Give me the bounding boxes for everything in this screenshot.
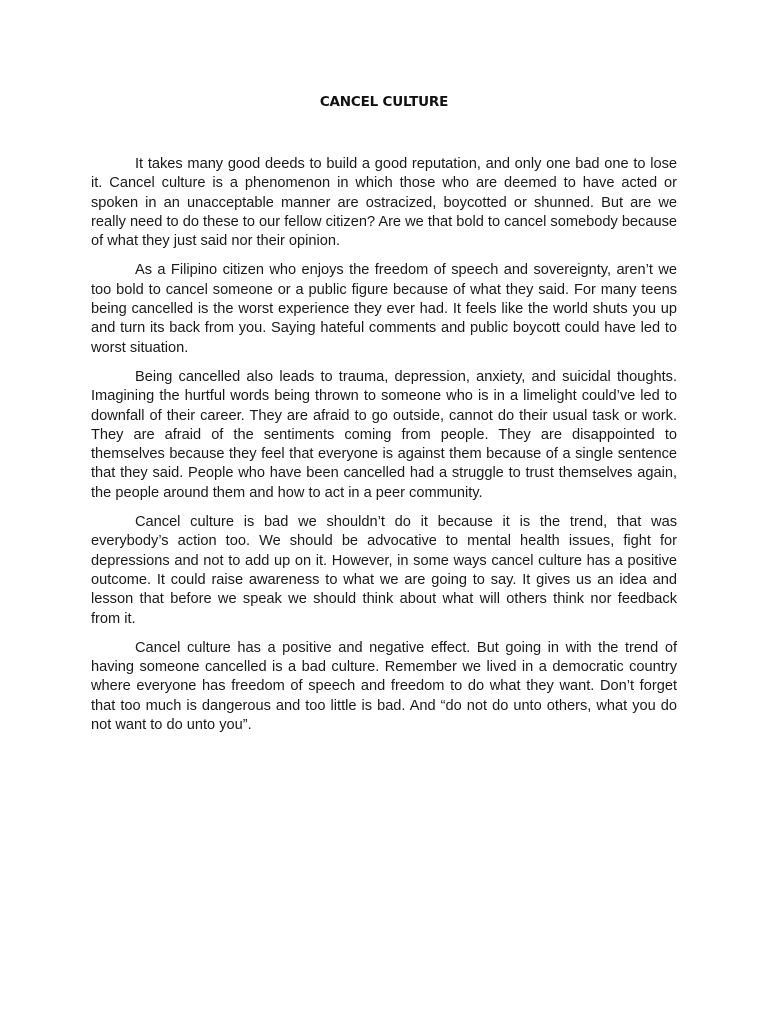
paragraph-2: As a Filipino citizen who enjoys the freedom of speech and sovereignty, aren’t we too bold to cancel someone or a public figure because of what they said. For many teens being cancelled is the worst experience they ever had. It feels like the world shuts you up and turn its back from you. Saying hateful comments and public boycott could have led to worst situation.	[91, 262, 677, 356]
paragraph-4: Cancel culture is bad we shouldn’t do it because it is the trend, that was everybody’s action too. We should be advocative to mental health issues, fight for depressions and not to add up on it. However, in some ways cancel culture has a positive outcome. It could raise awareness to what we are going to say. It gives us an idea and lesson that before we speak we should think about what will others think nor feedback from it.	[91, 514, 677, 627]
document-body	[91, 155, 677, 745]
paragraph-5: Cancel culture has a positive and negative effect. But going in with the trend of having someone cancelled is a bad culture. Remember we lived in a democratic country where everyone has freedom of speech and freedom to do what they want. Don’t forget that too much is dangerous and too little is bad. And “do not do unto others, what you do not want to do unto you”.	[91, 639, 677, 734]
document-title: CANCEL CULTURE	[319, 94, 449, 110]
paragraph-1: It takes many good deeds to build a good reputation, and only one bad one to lose it. Cancel culture is a phenomenon in which those who are deemed to have acted or spoken in an unacceptable manner are ostracized, boycotted or shunned. But are we really need to do these to our fellow citizen? Are we that bold to cancel somebody because of what they just said nor their opinion.	[91, 156, 677, 250]
paragraph-3: Being cancelled also leads to trauma, depression, anxiety, and suicidal thoughts. Imagining the hurtful words being thrown to someone who is in a limelight could’ve led to downfall of their career. They are afraid to go outside, cannot do their usual task or work. They are afraid of the sentiments coming from people. They are disappointed to themselves because they feel that everyone is against them because of a single sentence that they said. People who have been cancelled had a struggle to trust themselves again, the people around them and how to act in a peer community.	[91, 368, 677, 501]
